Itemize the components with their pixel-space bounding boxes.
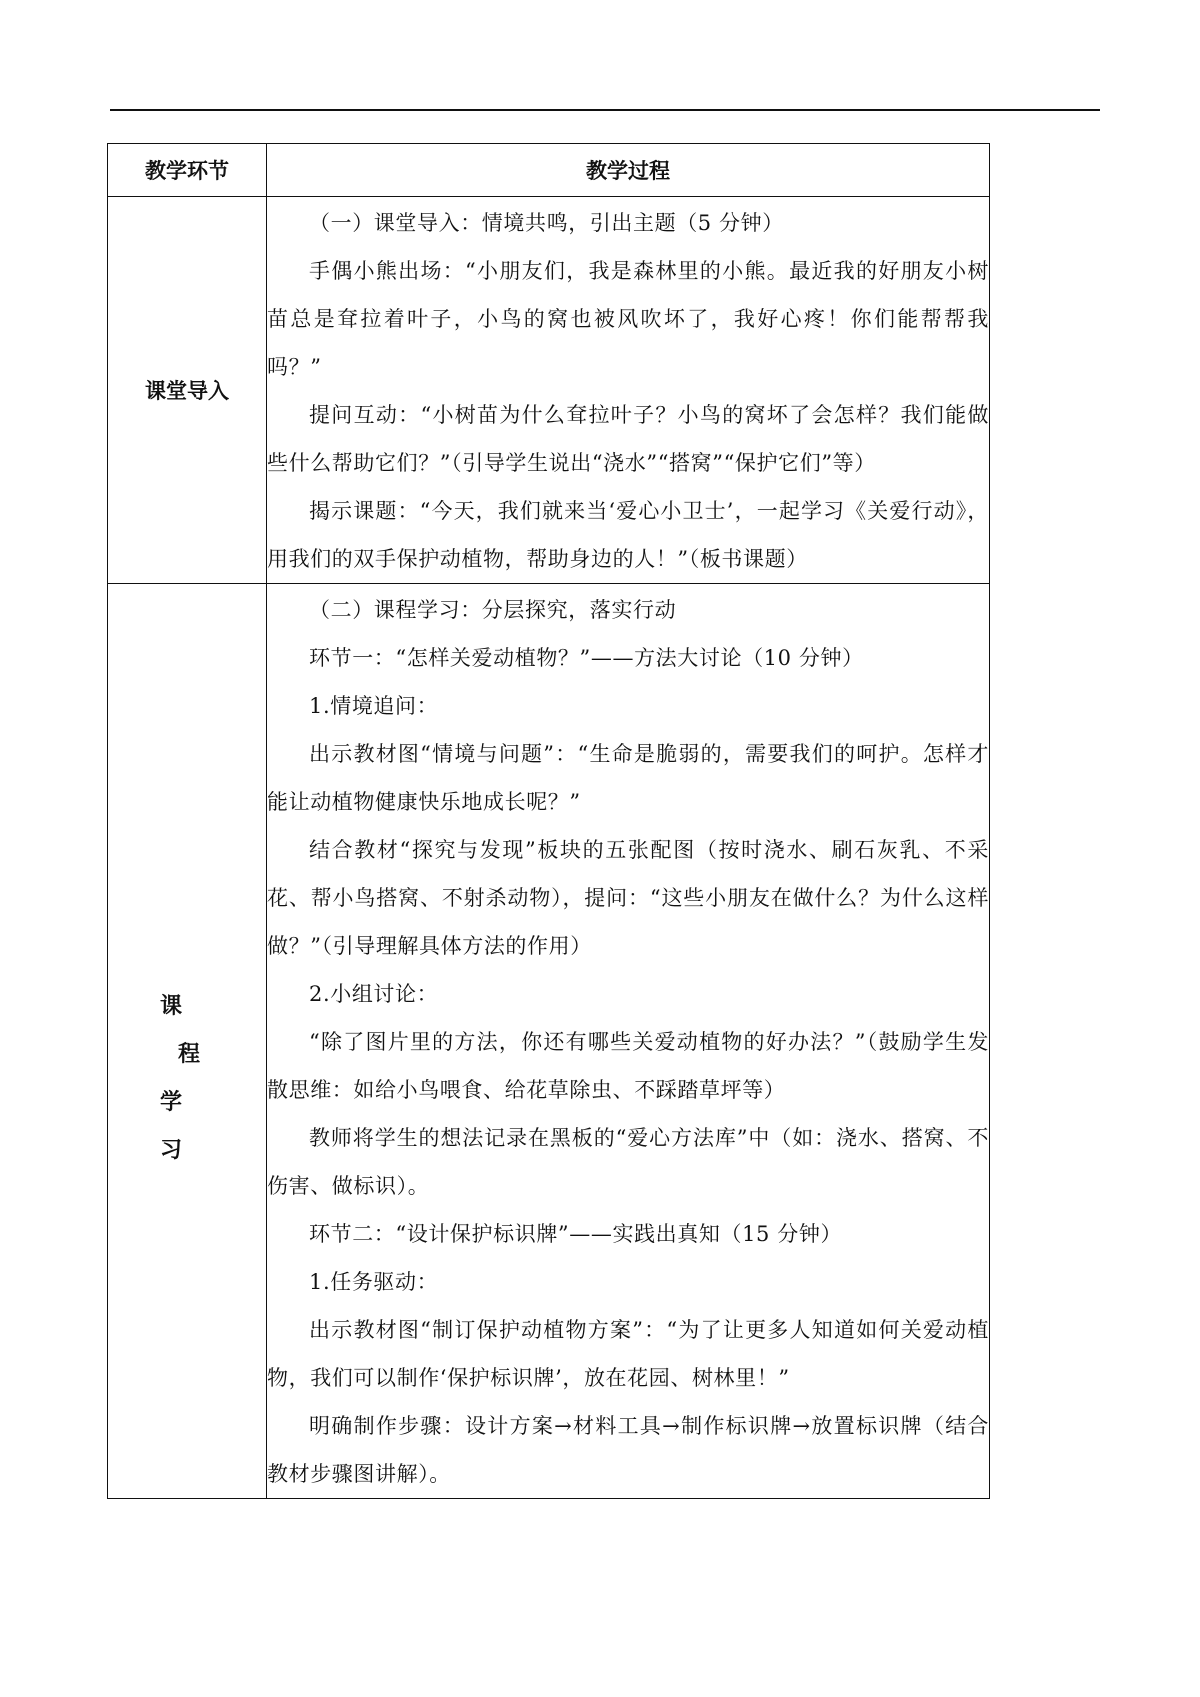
stage-char: 学: [160, 1090, 183, 1115]
header-stage: 教学环节: [108, 144, 267, 197]
header-rule: [110, 109, 1100, 111]
table-header-row: [108, 144, 990, 197]
header-process: 教学过程: [267, 144, 990, 197]
process-learning: [267, 584, 990, 1499]
stage-intro: 课堂导入: [108, 197, 267, 584]
table-row-learning: [108, 584, 990, 1499]
paragraph: 教师将学生的想法记录在黑板的“爱心方法库”中（如：浇水、搭窝、不伤害、做标识）。: [267, 1126, 989, 1198]
paragraph: 手偶小熊出场：“小朋友们，我是森林里的小熊。最近我的好朋友小树苗总是耷拉着叶子，小鸟的窝也被风吹坏了，我好心疼！你们能帮帮我吗？”: [267, 259, 989, 379]
paragraph: 出示教材图“情境与问题”：“生命是脆弱的，需要我们的呵护。怎样才能让动植物健康快乐地成长呢？”: [267, 742, 989, 814]
paragraph: 结合教材“探究与发现”板块的五张配图（按时浇水、刷石灰乳、不采花、帮小鸟搭窝、不射杀动物），提问：“这些小朋友在做什么？为什么这样做？”（引导理解具体方法的作用）: [267, 838, 989, 958]
paragraph: “除了图片里的方法，你还有哪些关爱动植物的好办法？”（鼓励学生发散思维：如给小鸟喂食、给花草除虫、不踩踏草坪等）: [267, 1030, 989, 1102]
stage-learning: [108, 584, 267, 1499]
paragraph: 出示教材图“制订保护动植物方案”：“为了让更多人知道如何关爱动植物，我们可以制作‘保护标识牌’，放在花园、树林里！”: [267, 1318, 989, 1390]
paragraph: （一）课堂导入：情境共鸣，引出主题（5 分钟）: [309, 211, 784, 235]
paragraph: 1.任务驱动：: [309, 1270, 439, 1294]
paragraph: 揭示课题：“今天，我们就来当‘爱心小卫士’，一起学习《关爱行动》，用我们的双手保护动植物，帮助身边的人！”（板书课题）: [267, 499, 989, 571]
paragraph: 1.情境追问：: [309, 694, 439, 718]
process-intro: [267, 197, 990, 584]
paragraph: 2.小组讨论：: [309, 982, 439, 1006]
table-row-intro: [108, 197, 990, 584]
paragraph: 环节一：“怎样关爱动植物？”——方法大讨论（10 分钟）: [309, 646, 864, 670]
stage-char: 课: [160, 994, 183, 1019]
stage-char: 习: [160, 1138, 183, 1163]
paragraph: 提问互动：“小树苗为什么耷拉叶子？小鸟的窝坏了会怎样？我们能做些什么帮助它们？”（引导学生说出“浇水”“搭窝”“保护它们”等）: [267, 403, 989, 475]
paragraph: 环节二：“设计保护标识牌”——实践出真知（15 分钟）: [309, 1222, 843, 1246]
stage-char: 程: [178, 1042, 201, 1067]
paragraph: 明确制作步骤：设计方案→材料工具→制作标识牌→放置标识牌（结合教材步骤图讲解）。: [267, 1414, 989, 1486]
lesson-plan-table: [107, 143, 990, 1499]
paragraph: （二）课程学习：分层探究，落实行动: [309, 598, 677, 622]
